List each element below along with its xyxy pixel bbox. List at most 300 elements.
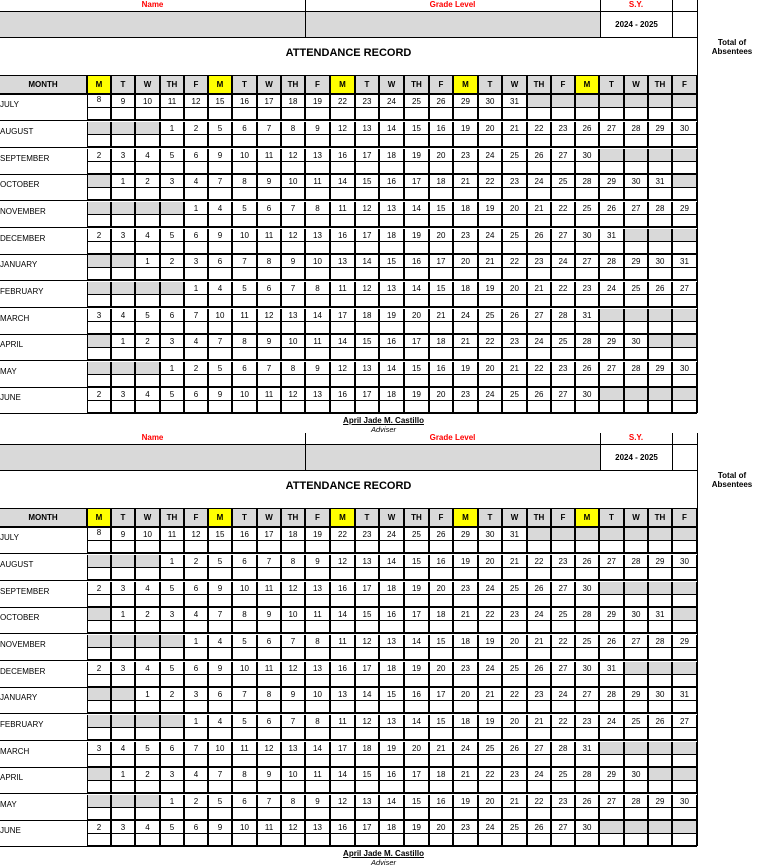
attendance-cell[interactable] [599,595,624,607]
date-cell[interactable] [111,795,135,808]
attendance-cell[interactable] [87,728,111,740]
attendance-cell[interactable] [87,242,111,254]
attendance-cell[interactable] [672,648,697,660]
attendance-cell[interactable] [404,568,429,580]
attendance-cell[interactable] [648,295,672,307]
attendance-cell[interactable] [551,541,575,553]
attendance-cell[interactable] [330,621,355,633]
attendance-cell[interactable] [330,648,355,660]
date-cell[interactable]: 28 [624,555,648,568]
date-cell[interactable] [648,95,672,108]
date-cell[interactable] [648,309,672,322]
date-cell[interactable]: 16 [330,388,355,401]
attendance-cell[interactable] [305,268,330,280]
date-cell[interactable]: 14 [379,555,404,568]
date-cell[interactable]: 15 [429,282,453,295]
date-cell[interactable]: 18 [379,388,404,401]
attendance-cell[interactable] [111,781,135,793]
attendance-cell[interactable] [135,755,160,767]
date-cell[interactable]: 7 [257,795,281,808]
date-cell[interactable]: 6 [232,122,257,135]
attendance-cell[interactable] [551,242,575,254]
date-cell[interactable]: 25 [502,149,527,162]
name-field[interactable] [0,12,305,37]
date-cell[interactable] [672,582,697,595]
date-cell[interactable]: 18 [281,95,305,108]
attendance-cell[interactable] [527,621,551,633]
date-cell[interactable]: 19 [453,122,478,135]
date-cell[interactable] [87,255,111,268]
attendance-cell[interactable] [135,162,160,174]
date-cell[interactable]: 1 [111,768,135,781]
date-cell[interactable]: 7 [257,362,281,375]
date-cell[interactable]: 16 [429,795,453,808]
attendance-cell[interactable] [160,781,184,793]
attendance-cell[interactable] [379,162,404,174]
date-cell[interactable] [648,821,672,834]
date-cell[interactable] [111,255,135,268]
attendance-cell[interactable] [257,242,281,254]
date-cell[interactable]: 22 [551,202,575,215]
attendance-cell[interactable] [551,834,575,846]
attendance-cell[interactable] [135,568,160,580]
date-cell[interactable] [599,582,624,595]
date-cell[interactable]: 13 [355,555,379,568]
attendance-cell[interactable] [502,242,527,254]
attendance-cell[interactable] [184,295,208,307]
date-cell[interactable]: 14 [355,255,379,268]
date-cell[interactable]: 30 [648,688,672,701]
attendance-cell[interactable] [281,242,305,254]
date-cell[interactable]: 11 [257,582,281,595]
attendance-cell[interactable] [330,401,355,413]
attendance-cell[interactable] [160,322,184,334]
date-cell[interactable]: 30 [624,608,648,621]
date-cell[interactable]: 17 [404,768,429,781]
attendance-cell[interactable] [648,595,672,607]
attendance-cell[interactable] [305,108,330,120]
attendance-cell[interactable] [281,215,305,227]
date-cell[interactable] [672,608,697,621]
attendance-cell[interactable] [379,375,404,387]
date-cell[interactable]: 8 [87,528,111,541]
date-cell[interactable] [648,582,672,595]
date-cell[interactable]: 23 [453,388,478,401]
date-cell[interactable] [672,821,697,834]
date-cell[interactable]: 23 [502,175,527,188]
attendance-cell[interactable] [453,135,478,147]
attendance-cell[interactable] [184,188,208,200]
date-cell[interactable]: 11 [305,768,330,781]
attendance-cell[interactable] [624,701,648,713]
date-cell[interactable]: 19 [305,95,330,108]
attendance-cell[interactable] [305,728,330,740]
attendance-cell[interactable] [257,808,281,820]
attendance-cell[interactable] [111,401,135,413]
attendance-cell[interactable] [111,728,135,740]
date-cell[interactable]: 12 [281,821,305,834]
date-cell[interactable]: 13 [379,635,404,648]
date-cell[interactable]: 8 [232,175,257,188]
date-cell[interactable]: 19 [404,582,429,595]
attendance-cell[interactable] [257,322,281,334]
attendance-cell[interactable] [208,348,232,360]
date-cell[interactable]: 24 [478,662,502,675]
attendance-cell[interactable] [624,595,648,607]
attendance-cell[interactable] [305,348,330,360]
attendance-cell[interactable] [305,135,330,147]
attendance-cell[interactable] [355,595,379,607]
attendance-cell[interactable] [624,108,648,120]
date-cell[interactable]: 22 [551,715,575,728]
attendance-cell[interactable] [404,135,429,147]
attendance-cell[interactable] [429,215,453,227]
attendance-cell[interactable] [379,135,404,147]
date-cell[interactable]: 1 [160,795,184,808]
attendance-cell[interactable] [184,108,208,120]
date-cell[interactable]: 28 [575,608,599,621]
attendance-cell[interactable] [135,728,160,740]
date-cell[interactable] [624,149,648,162]
attendance-cell[interactable] [478,648,502,660]
attendance-cell[interactable] [160,375,184,387]
date-cell[interactable]: 1 [160,555,184,568]
date-cell[interactable]: 5 [208,122,232,135]
attendance-cell[interactable] [404,621,429,633]
date-cell[interactable]: 20 [429,149,453,162]
attendance-cell[interactable] [257,595,281,607]
date-cell[interactable]: 2 [135,335,160,348]
date-cell[interactable]: 10 [232,582,257,595]
date-cell[interactable]: 20 [453,688,478,701]
date-cell[interactable]: 15 [208,528,232,541]
attendance-cell[interactable] [648,375,672,387]
date-cell[interactable]: 20 [429,582,453,595]
attendance-cell[interactable] [599,188,624,200]
attendance-cell[interactable] [87,568,111,580]
attendance-cell[interactable] [111,135,135,147]
date-cell[interactable]: 8 [305,282,330,295]
date-cell[interactable]: 15 [404,122,429,135]
attendance-cell[interactable] [453,648,478,660]
date-cell[interactable]: 27 [575,255,599,268]
attendance-cell[interactable] [672,401,697,413]
attendance-cell[interactable] [624,322,648,334]
attendance-cell[interactable] [160,808,184,820]
attendance-cell[interactable] [648,648,672,660]
attendance-cell[interactable] [429,135,453,147]
attendance-cell[interactable] [305,648,330,660]
attendance-cell[interactable] [429,808,453,820]
attendance-cell[interactable] [599,215,624,227]
date-cell[interactable] [87,122,111,135]
date-cell[interactable]: 19 [453,362,478,375]
date-cell[interactable]: 27 [624,202,648,215]
date-cell[interactable]: 13 [355,122,379,135]
attendance-cell[interactable] [330,755,355,767]
attendance-cell[interactable] [135,701,160,713]
attendance-cell[interactable] [111,755,135,767]
date-cell[interactable]: 20 [478,122,502,135]
date-cell[interactable]: 2 [135,768,160,781]
date-cell[interactable]: 26 [527,821,551,834]
date-cell[interactable]: 16 [330,149,355,162]
date-cell[interactable]: 27 [551,229,575,242]
date-cell[interactable]: 13 [305,149,330,162]
date-cell[interactable]: 7 [208,175,232,188]
date-cell[interactable] [672,528,697,541]
attendance-cell[interactable] [478,755,502,767]
date-cell[interactable]: 1 [135,688,160,701]
attendance-cell[interactable] [527,108,551,120]
attendance-cell[interactable] [160,648,184,660]
attendance-cell[interactable] [135,108,160,120]
date-cell[interactable]: 6 [208,255,232,268]
date-cell[interactable]: 4 [111,742,135,755]
date-cell[interactable]: 9 [208,821,232,834]
date-cell[interactable]: 17 [257,95,281,108]
date-cell[interactable]: 11 [305,175,330,188]
attendance-cell[interactable] [575,188,599,200]
date-cell[interactable]: 15 [355,335,379,348]
attendance-cell[interactable] [257,375,281,387]
attendance-cell[interactable] [305,595,330,607]
attendance-cell[interactable] [453,242,478,254]
attendance-cell[interactable] [502,348,527,360]
date-cell[interactable]: 30 [624,175,648,188]
date-cell[interactable]: 30 [478,95,502,108]
date-cell[interactable]: 17 [355,149,379,162]
date-cell[interactable]: 28 [624,795,648,808]
attendance-cell[interactable] [599,621,624,633]
attendance-cell[interactable] [429,648,453,660]
attendance-cell[interactable] [330,781,355,793]
date-cell[interactable]: 10 [135,528,160,541]
attendance-cell[interactable] [184,541,208,553]
attendance-cell[interactable] [478,268,502,280]
attendance-cell[interactable] [551,675,575,687]
attendance-cell[interactable] [502,701,527,713]
date-cell[interactable]: 10 [135,95,160,108]
attendance-cell[interactable] [527,401,551,413]
date-cell[interactable]: 28 [599,688,624,701]
date-cell[interactable]: 21 [527,202,551,215]
date-cell[interactable]: 24 [551,688,575,701]
date-cell[interactable]: 25 [624,282,648,295]
attendance-cell[interactable] [453,595,478,607]
date-cell[interactable]: 29 [648,362,672,375]
attendance-cell[interactable] [575,108,599,120]
attendance-cell[interactable] [575,295,599,307]
date-cell[interactable] [575,95,599,108]
attendance-cell[interactable] [453,621,478,633]
attendance-cell[interactable] [330,295,355,307]
date-cell[interactable]: 20 [429,229,453,242]
date-cell[interactable]: 22 [478,175,502,188]
attendance-cell[interactable] [208,808,232,820]
date-cell[interactable]: 16 [404,255,429,268]
date-cell[interactable]: 16 [429,555,453,568]
attendance-cell[interactable] [184,568,208,580]
date-cell[interactable]: 3 [111,149,135,162]
attendance-cell[interactable] [453,401,478,413]
date-cell[interactable]: 19 [404,388,429,401]
date-cell[interactable]: 23 [527,255,551,268]
attendance-cell[interactable] [208,375,232,387]
attendance-cell[interactable] [257,162,281,174]
attendance-cell[interactable] [624,648,648,660]
date-cell[interactable] [672,768,697,781]
date-cell[interactable]: 24 [527,175,551,188]
attendance-cell[interactable] [404,541,429,553]
date-cell[interactable]: 16 [404,688,429,701]
attendance-cell[interactable] [648,541,672,553]
attendance-cell[interactable] [305,188,330,200]
attendance-cell[interactable] [453,728,478,740]
attendance-cell[interactable] [453,215,478,227]
date-cell[interactable]: 10 [208,742,232,755]
attendance-cell[interactable] [404,675,429,687]
date-cell[interactable] [599,149,624,162]
date-cell[interactable]: 30 [648,255,672,268]
date-cell[interactable]: 11 [330,282,355,295]
attendance-cell[interactable] [648,834,672,846]
attendance-cell[interactable] [429,701,453,713]
attendance-cell[interactable] [257,755,281,767]
attendance-cell[interactable] [281,568,305,580]
attendance-cell[interactable] [453,375,478,387]
date-cell[interactable]: 23 [453,662,478,675]
attendance-cell[interactable] [135,188,160,200]
attendance-cell[interactable] [160,701,184,713]
date-cell[interactable]: 23 [453,582,478,595]
date-cell[interactable]: 12 [355,635,379,648]
date-cell[interactable] [135,715,160,728]
date-cell[interactable]: 4 [184,768,208,781]
attendance-cell[interactable] [257,188,281,200]
date-cell[interactable]: 14 [404,282,429,295]
date-cell[interactable]: 30 [672,795,697,808]
date-cell[interactable]: 3 [160,768,184,781]
date-cell[interactable]: 8 [87,95,111,108]
attendance-cell[interactable] [648,135,672,147]
date-cell[interactable]: 23 [355,95,379,108]
date-cell[interactable]: 13 [379,715,404,728]
date-cell[interactable]: 8 [257,688,281,701]
attendance-cell[interactable] [551,108,575,120]
date-cell[interactable]: 21 [502,555,527,568]
attendance-cell[interactable] [281,648,305,660]
attendance-cell[interactable] [232,401,257,413]
date-cell[interactable]: 1 [160,362,184,375]
date-cell[interactable] [87,768,111,781]
attendance-cell[interactable] [87,268,111,280]
date-cell[interactable]: 4 [111,309,135,322]
date-cell[interactable] [624,582,648,595]
date-cell[interactable]: 11 [160,95,184,108]
date-cell[interactable]: 11 [305,335,330,348]
attendance-cell[interactable] [281,701,305,713]
date-cell[interactable] [160,202,184,215]
attendance-cell[interactable] [429,755,453,767]
date-cell[interactable]: 27 [551,149,575,162]
date-cell[interactable]: 18 [429,335,453,348]
date-cell[interactable]: 6 [184,388,208,401]
attendance-cell[interactable] [232,215,257,227]
date-cell[interactable]: 24 [527,335,551,348]
date-cell[interactable]: 22 [478,608,502,621]
attendance-cell[interactable] [429,348,453,360]
date-cell[interactable]: 23 [502,608,527,621]
attendance-cell[interactable] [624,295,648,307]
date-cell[interactable]: 25 [502,662,527,675]
date-cell[interactable]: 30 [624,335,648,348]
attendance-cell[interactable] [502,135,527,147]
attendance-cell[interactable] [453,541,478,553]
date-cell[interactable]: 25 [575,202,599,215]
attendance-cell[interactable] [305,621,330,633]
attendance-cell[interactable] [575,728,599,740]
attendance-cell[interactable] [208,595,232,607]
date-cell[interactable]: 10 [232,388,257,401]
date-cell[interactable]: 5 [135,742,160,755]
date-cell[interactable]: 23 [551,122,575,135]
date-cell[interactable]: 8 [281,555,305,568]
attendance-cell[interactable] [111,268,135,280]
attendance-cell[interactable] [87,401,111,413]
attendance-cell[interactable] [135,621,160,633]
date-cell[interactable]: 11 [305,608,330,621]
attendance-cell[interactable] [208,215,232,227]
date-cell[interactable]: 2 [160,255,184,268]
date-cell[interactable]: 27 [672,715,697,728]
attendance-cell[interactable] [527,568,551,580]
date-cell[interactable]: 22 [527,795,551,808]
attendance-cell[interactable] [429,834,453,846]
date-cell[interactable]: 20 [502,715,527,728]
attendance-cell[interactable] [87,755,111,767]
date-cell[interactable]: 25 [502,229,527,242]
date-cell[interactable]: 18 [281,528,305,541]
date-cell[interactable]: 12 [355,715,379,728]
attendance-cell[interactable] [330,108,355,120]
attendance-cell[interactable] [478,162,502,174]
attendance-cell[interactable] [208,108,232,120]
attendance-cell[interactable] [429,541,453,553]
attendance-cell[interactable] [478,834,502,846]
date-cell[interactable]: 7 [257,122,281,135]
date-cell[interactable]: 22 [478,768,502,781]
date-cell[interactable]: 25 [551,608,575,621]
attendance-cell[interactable] [672,215,697,227]
date-cell[interactable]: 19 [404,149,429,162]
attendance-cell[interactable] [575,215,599,227]
attendance-cell[interactable] [208,322,232,334]
attendance-cell[interactable] [624,215,648,227]
date-cell[interactable]: 29 [648,795,672,808]
attendance-cell[interactable] [379,595,404,607]
attendance-cell[interactable] [404,295,429,307]
date-cell[interactable]: 13 [379,282,404,295]
date-cell[interactable]: 10 [232,229,257,242]
date-cell[interactable]: 19 [478,715,502,728]
date-cell[interactable]: 25 [624,715,648,728]
attendance-cell[interactable] [599,295,624,307]
attendance-cell[interactable] [575,621,599,633]
attendance-cell[interactable] [379,755,404,767]
attendance-cell[interactable] [527,675,551,687]
date-cell[interactable]: 5 [232,715,257,728]
